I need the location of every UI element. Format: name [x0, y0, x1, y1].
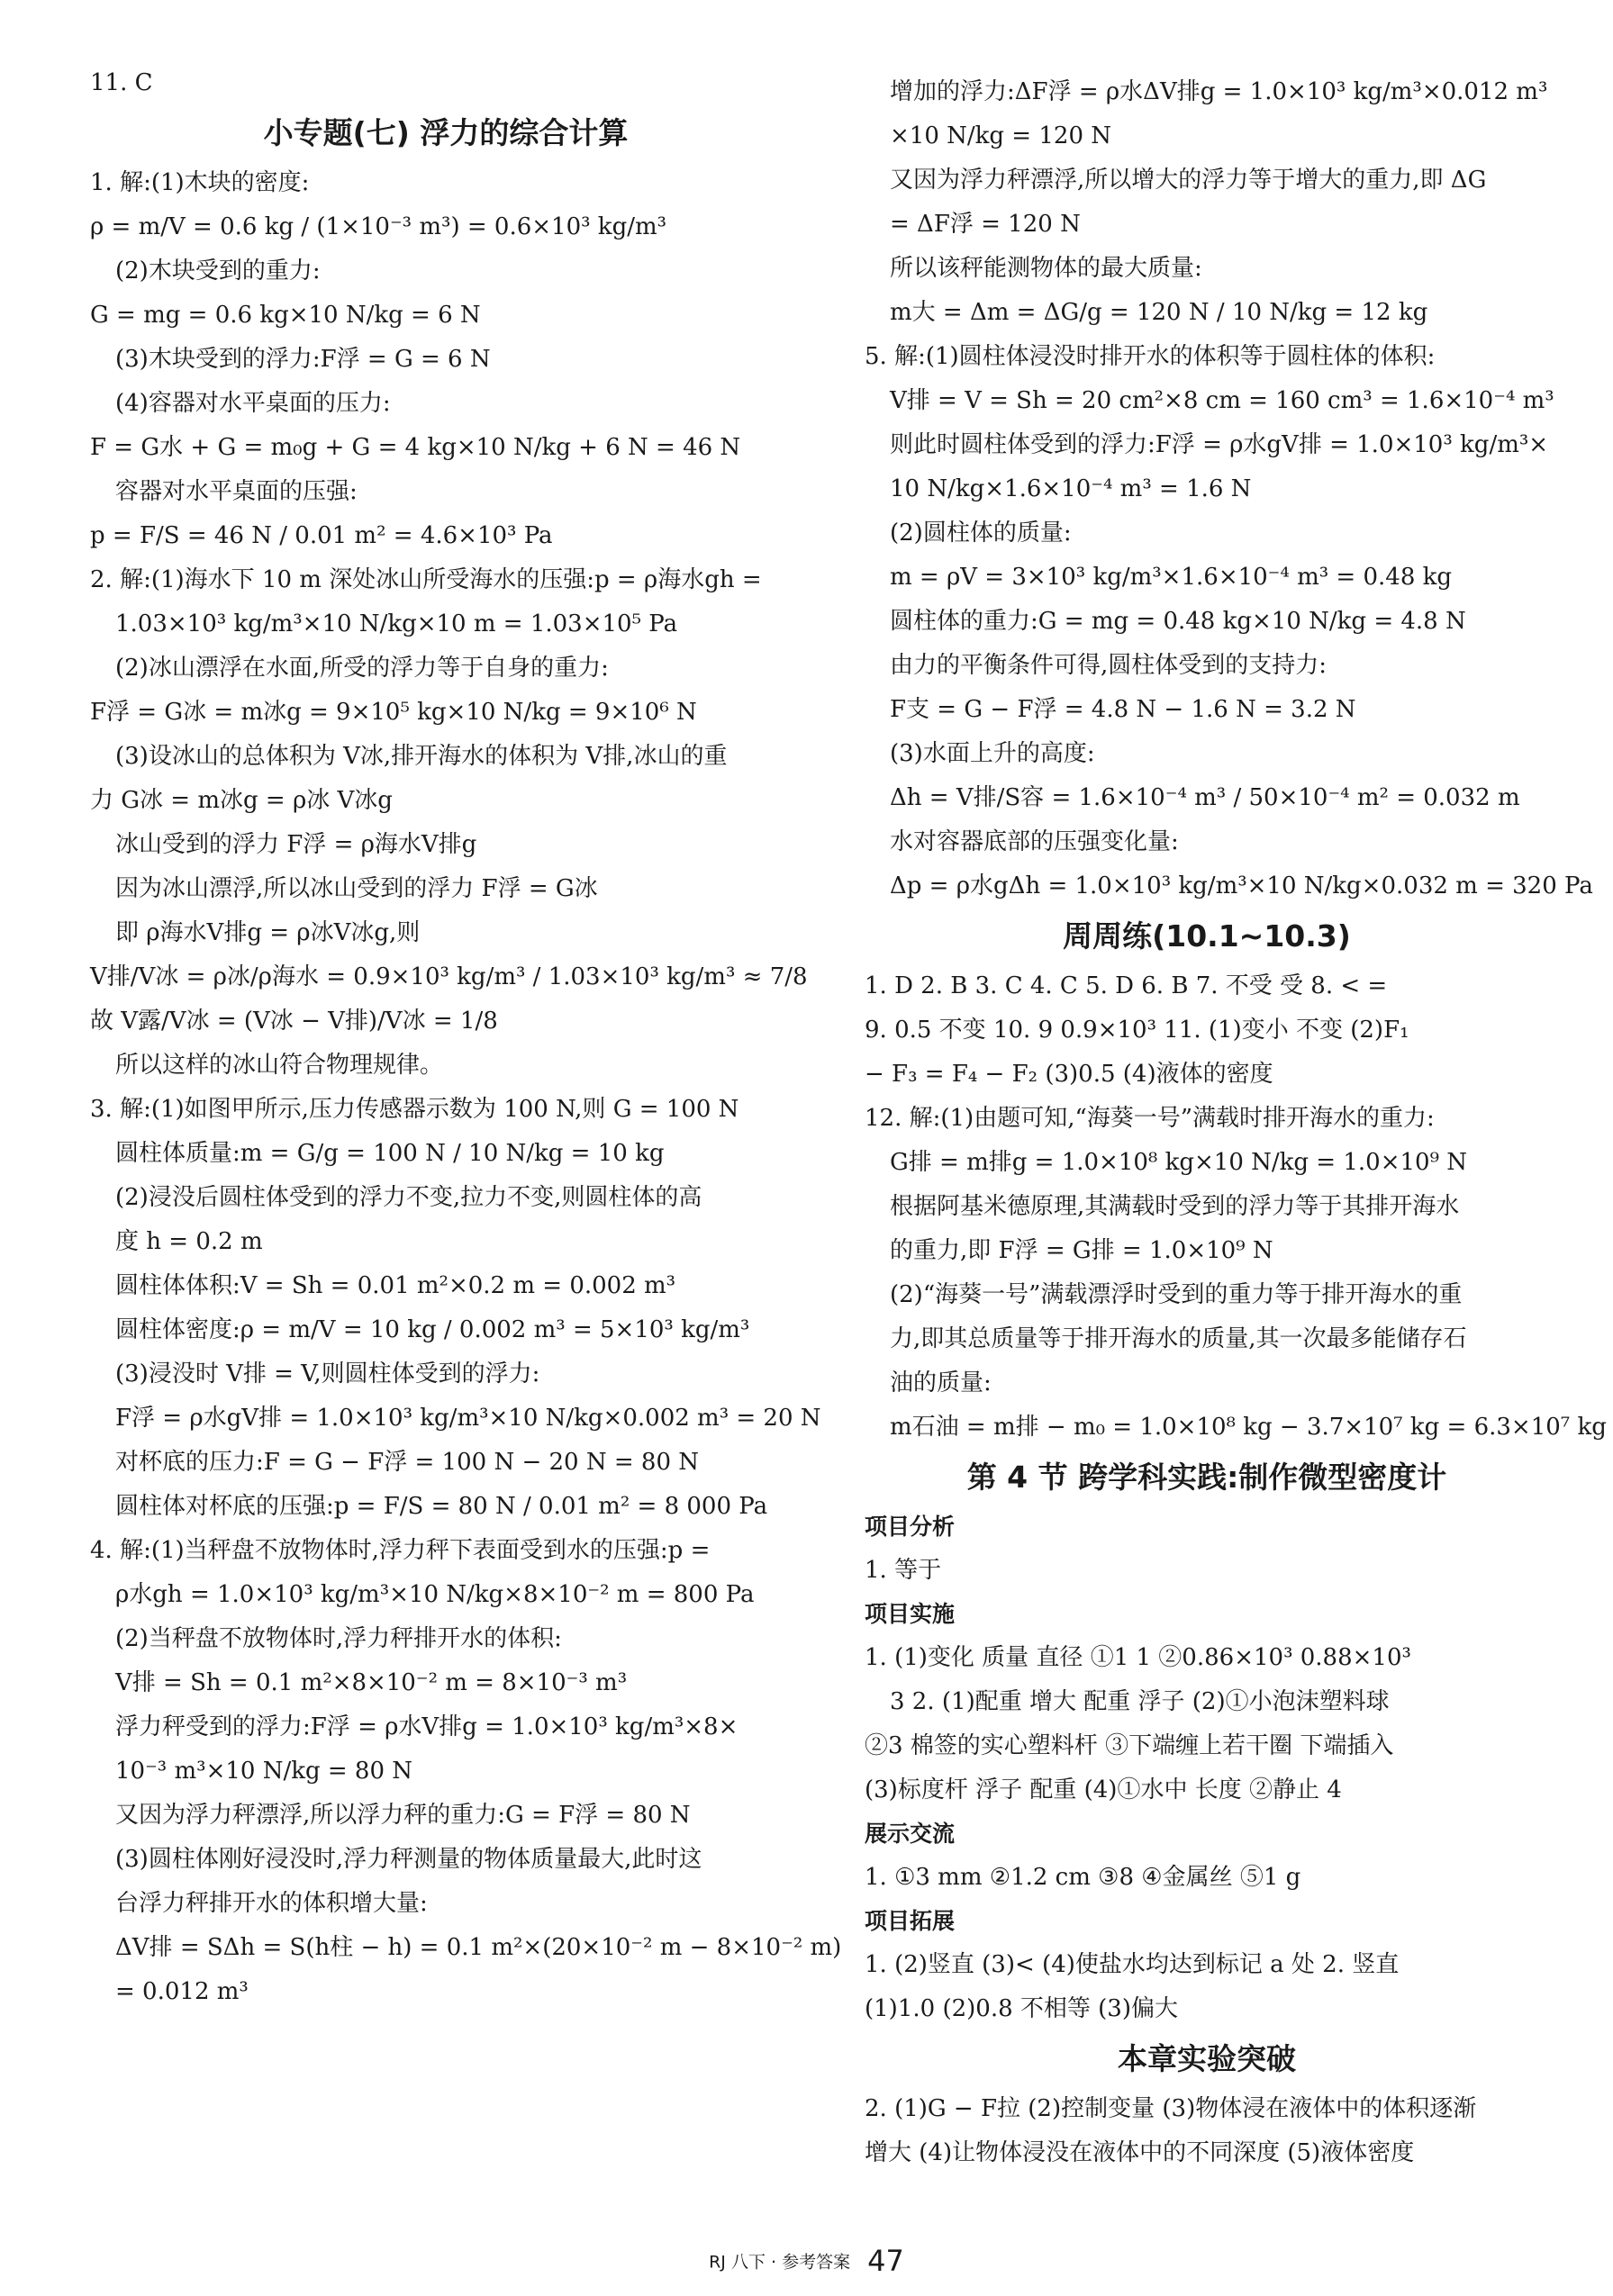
text-line: ×10 N/kg = 120 N	[890, 122, 1111, 149]
text-line: (3)设冰山的总体积为 V冰,排开海水的体积为 V排,冰山的重	[115, 743, 728, 770]
text-line: 台浮力秤排开水的体积增大量:	[115, 1890, 428, 1917]
text-line: V排 = Sh = 0.1 m²×8×10⁻² m = 8×10⁻³ m³	[115, 1669, 628, 1696]
text-line: V排 = V = Sh = 20 cm²×8 cm = 160 cm³ = 1.6×10⁻⁴ m³	[890, 387, 1554, 414]
text-line: 度 h = 0.2 m	[115, 1228, 263, 1255]
text-line: ρ = m/V = 0.6 kg / (1×10⁻³ m³) = 0.6×10³ kg/m³	[90, 213, 667, 240]
text-line: F浮 = ρ水gV排 = 1.0×10³ kg/m³×10 N/kg×0.002 m³ = 20 N	[115, 1405, 821, 1432]
text-line: F浮 = G冰 = m冰g = 9×10⁵ kg×10 N/kg = 9×10⁶ N	[90, 699, 697, 726]
text-line: m大 = Δm = ΔG/g = 120 N / 10 N/kg = 12 kg	[890, 299, 1428, 326]
text-line: = ΔF浮 = 120 N	[890, 211, 1081, 238]
text-line: 的重力,即 F浮 = G排 = 1.0×10⁹ N	[890, 1237, 1273, 1264]
text-line: F = G水 + G = m₀g + G = 4 kg×10 N/kg + 6 N = 46 N	[90, 434, 741, 461]
text-line: Δp = ρ水gΔh = 1.0×10³ kg/m³×10 N/kg×0.032 m = 320 Pa	[890, 872, 1593, 899]
text-line: ΔV排 = SΔh = S(h柱 − h) = 0.1 m²×(20×10⁻² m − 8×10⁻² m)	[115, 1934, 842, 1961]
text-line: 圆柱体的重力:G = mg = 0.48 kg×10 N/kg = 4.8 N	[890, 608, 1466, 635]
text-line: 又因为浮力秤漂浮,所以增大的浮力等于增大的重力,即 ΔG	[890, 167, 1487, 194]
text-line: 故 V露/V冰 = (V冰 − V排)/V冰 = 1/8	[90, 1008, 498, 1035]
text-line: 1. 解:(1)木块的密度:	[90, 169, 310, 196]
text-line: (2)冰山漂浮在水面,所受的浮力等于自身的重力:	[115, 655, 609, 682]
text-line: = 0.012 m³	[115, 1978, 249, 2005]
text-line: 增加的浮力:ΔF浮 = ρ水ΔV排g = 1.0×10³ kg/m³×0.012 m³	[890, 78, 1548, 105]
text-line: 10 N/kg×1.6×10⁻⁴ m³ = 1.6 N	[890, 475, 1252, 502]
text-line: (2)圆柱体的质量:	[890, 520, 1072, 547]
text-line: 12. 解:(1)由题可知,“海葵一号”满载时排开海水的重力:	[865, 1105, 1435, 1132]
text-line: 容器对水平桌面的压强:	[115, 478, 358, 505]
text-line: (2)当秤盘不放物体时,浮力秤排开水的体积:	[115, 1625, 562, 1652]
text-line: 1. (2)竖直 (3)< (4)使盐水均达到标记 a 处 2. 竖直	[865, 1951, 1400, 1978]
text-line: ②3 棉签的实心塑料杆 ③下端缠上若干圈 下端插入	[865, 1732, 1394, 1759]
text-line: G排 = m排g = 1.0×10⁸ kg×10 N/kg = 1.0×10⁹ N	[890, 1149, 1468, 1176]
text-line: p = F/S = 46 N / 0.01 m² = 4.6×10³ Pa	[90, 522, 553, 549]
text-line: 圆柱体对杯底的压强:p = F/S = 80 N / 0.01 m² = 8 000 Pa	[115, 1493, 768, 1520]
section-title: 周周练(10.1~10.3)	[1063, 918, 1351, 954]
text-line: (2)“海葵一号”满载漂浮时受到的重力等于排开海水的重	[890, 1281, 1463, 1308]
text-line: 2. (1)G − F拉 (2)控制变量 (3)物体浸在液体中的体积逐渐	[865, 2095, 1477, 2122]
text-line: 1.03×10³ kg/m³×10 N/kg×10 m = 1.03×10⁵ Pa	[115, 610, 678, 637]
text-line: − F₃ = F₄ − F₂ (3)0.5 (4)液体的密度	[865, 1061, 1273, 1088]
text-line: 油的质量:	[890, 1369, 992, 1397]
text-line: 圆柱体体积:V = Sh = 0.01 m²×0.2 m = 0.002 m³	[115, 1272, 676, 1299]
section-title: 小专题(七) 浮力的综合计算	[263, 115, 629, 150]
text-line: 1. D 2. B 3. C 4. C 5. D 6. B 7. 不受 受 8. < =	[865, 972, 1388, 999]
text-line: 3 2. (1)配重 增大 配重 浮子 (2)①小泡沫塑料球	[890, 1688, 1390, 1715]
left-column	[90, 61, 842, 2014]
text-line: 2. 解:(1)海水下 10 m 深处冰山所受海水的压强:p = ρ海水gh =	[90, 566, 762, 593]
text-line: 则此时圆柱体受到的浮力:F浮 = ρ水gV排 = 1.0×10³ kg/m³×	[890, 431, 1549, 458]
text-line: 水对容器底部的压强变化量:	[890, 828, 1179, 855]
text-line: 浮力秤受到的浮力:F浮 = ρ水V排g = 1.0×10³ kg/m³×8×	[115, 1713, 739, 1740]
text-line: 根据阿基米德原理,其满载时受到的浮力等于其排开海水	[890, 1193, 1460, 1220]
subsection-heading: 展示交流	[865, 1821, 956, 1847]
text-line: 5. 解:(1)圆柱体浸没时排开水的体积等于圆柱体的体积:	[865, 343, 1436, 370]
text-line: (3)木块受到的浮力:F浮 = G = 6 N	[115, 346, 491, 373]
text-line: Δh = V排/S容 = 1.6×10⁻⁴ m³ / 50×10⁻⁴ m² = 0.032 m	[890, 784, 1520, 811]
text-line: 3. 解:(1)如图甲所示,压力传感器示数为 100 N,则 G = 100 N	[90, 1096, 739, 1123]
text-line: 对杯底的压力:F = G − F浮 = 100 N − 20 N = 80 N	[115, 1449, 700, 1476]
text-line: 1. 等于	[865, 1557, 942, 1584]
text-line: F支 = G − F浮 = 4.8 N − 1.6 N = 3.2 N	[890, 696, 1356, 723]
text-line: 10⁻³ m³×10 N/kg = 80 N	[115, 1758, 413, 1785]
text-line: 1. (1)变化 质量 直径 ①1 1 ②0.86×10³ 0.88×10³	[865, 1644, 1411, 1671]
text-line: (4)容器对水平桌面的压力:	[115, 390, 391, 417]
text-line: (3)圆柱体刚好浸没时,浮力秤测量的物体质量最大,此时这	[115, 1846, 702, 1873]
text-line: 因为冰山漂浮,所以冰山受到的浮力 F浮 = G冰	[115, 875, 598, 902]
text-line: V排/V冰 = ρ冰/ρ海水 = 0.9×10³ kg/m³ / 1.03×10³ kg/m³ ≈ 7/8	[90, 963, 808, 990]
text-line: 11. C	[90, 69, 153, 96]
text-line: (2)木块受到的重力:	[115, 258, 321, 285]
text-line: m = ρV = 3×10³ kg/m³×1.6×10⁻⁴ m³ = 0.48 kg	[890, 564, 1453, 591]
text-line: 圆柱体质量:m = G/g = 100 N / 10 N/kg = 10 kg	[115, 1140, 665, 1167]
text-line: (3)标度杆 浮子 配重 (4)①水中 长度 ②静止 4	[865, 1776, 1342, 1803]
text-line: 即 ρ海水V排g = ρ冰V冰g,则	[115, 919, 421, 946]
text-line: 1. ①3 mm ②1.2 cm ③8 ④金属丝 ⑤1 g	[865, 1864, 1301, 1891]
right-column	[865, 70, 1607, 2175]
section-title: 第 4 节 跨学科实践:制作微型密度计	[966, 1460, 1447, 1495]
text-line: G = mg = 0.6 kg×10 N/kg = 6 N	[90, 302, 481, 329]
footer-label: RJ 八下 · 参考答案	[709, 2252, 851, 2273]
text-line: (3)水面上升的高度:	[890, 740, 1095, 767]
subsection-heading: 项目分析	[865, 1514, 956, 1540]
text-line: 力 G冰 = m冰g = ρ冰 V冰g	[90, 787, 393, 814]
subsection-heading: 项目拓展	[865, 1908, 956, 1934]
text-line: 9. 0.5 不变 10. 9 0.9×10³ 11. (1)变小 不变 (2)F₁	[865, 1017, 1409, 1044]
subsection-heading: 项目实施	[865, 1601, 956, 1627]
section-title: 本章实验突破	[1118, 2041, 1296, 2076]
text-line: (1)1.0 (2)0.8 不相等 (3)偏大	[865, 1995, 1178, 2022]
text-line: ρ水gh = 1.0×10³ kg/m³×10 N/kg×8×10⁻² m = 800 Pa	[115, 1581, 755, 1608]
text-line: 由力的平衡条件可得,圆柱体受到的支持力:	[890, 652, 1328, 679]
text-line: 4. 解:(1)当秤盘不放物体时,浮力秤下表面受到水的压强:p =	[90, 1537, 711, 1564]
text-line: 又因为浮力秤漂浮,所以浮力秤的重力:G = F浮 = 80 N	[115, 1802, 691, 1829]
text-line: 冰山受到的浮力 F浮 = ρ海水V排g	[115, 831, 477, 858]
text-line: 增大 (4)让物体浸没在液体中的不同深度 (5)液体密度	[865, 2139, 1415, 2166]
text-line: 圆柱体密度:ρ = m/V = 10 kg / 0.002 m³ = 5×10³ kg/m³	[115, 1316, 750, 1343]
text-line: 力,即其总质量等于排开海水的质量,其一次最多能储存石	[890, 1325, 1467, 1352]
text-line: (3)浸没时 V排 = V,则圆柱体受到的浮力:	[115, 1360, 540, 1388]
text-line: 所以这样的冰山符合物理规律。	[115, 1052, 444, 1079]
text-line: (2)浸没后圆柱体受到的浮力不变,拉力不变,则圆柱体的高	[115, 1184, 702, 1211]
text-line: 所以该秤能测物体的最大质量:	[890, 255, 1202, 282]
text-line: m石油 = m排 − m₀ = 1.0×10⁸ kg − 3.7×10⁷ kg = 6.3×10⁷ kg	[890, 1414, 1607, 1441]
page-footer	[0, 2244, 1613, 2278]
page-number: 47	[867, 2244, 904, 2278]
